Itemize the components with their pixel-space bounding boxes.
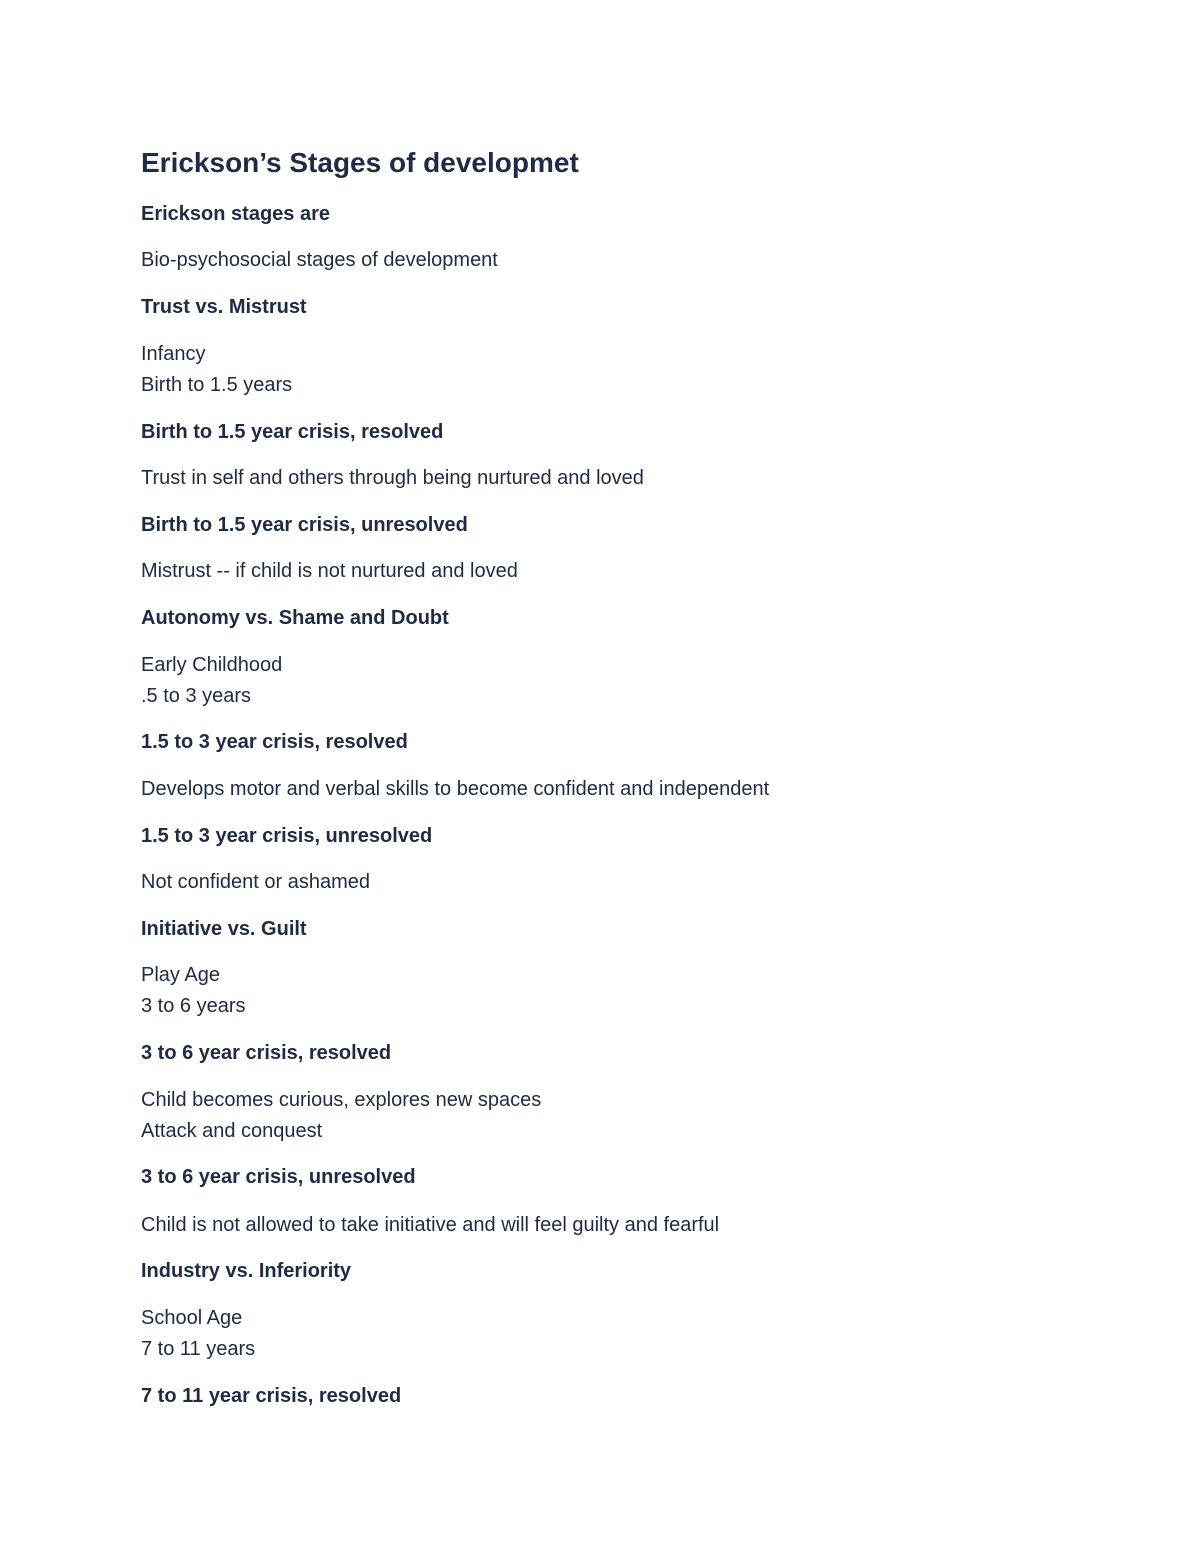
line-22: 3 to 6 year crisis, unresolved — [141, 1166, 416, 1188]
line-19: 3 to 6 year crisis, resolved — [141, 1042, 392, 1064]
line-6: Trust in self and others through being nurtured and loved — [141, 467, 644, 489]
page-title: Erickson’s Stages of developmet — [141, 147, 579, 178]
line-23: Child is not allowed to take initiative and will feel guilty and fearful — [141, 1214, 720, 1236]
line-5: Birth to 1.5 year crisis, resolved — [141, 421, 444, 443]
line-11: .5 to 3 years — [141, 685, 252, 707]
line-4: Birth to 1.5 years — [141, 374, 293, 396]
line-8: Mistrust -- if child is not nurtured and loved — [141, 560, 518, 582]
line-9: Autonomy vs. Shame and Doubt — [141, 607, 449, 629]
line-27: 7 to 11 year crisis, resolved — [141, 1385, 402, 1407]
line-1: Bio-psychosocial stages of development — [141, 249, 498, 271]
line-10: Early Childhood — [141, 654, 283, 676]
line-2: Trust vs. Mistrust — [141, 296, 307, 318]
line-12: 1.5 to 3 year crisis, resolved — [141, 731, 408, 753]
line-25: School Age — [141, 1307, 243, 1329]
line-26: 7 to 11 years — [141, 1338, 256, 1360]
line-15: Not confident or ashamed — [141, 871, 371, 893]
line-0: Erickson stages are — [141, 203, 330, 225]
line-17: Play Age — [141, 964, 220, 986]
line-7: Birth to 1.5 year crisis, unresolved — [141, 514, 468, 536]
line-14: 1.5 to 3 year crisis, unresolved — [141, 825, 433, 847]
line-16: Initiative vs. Guilt — [141, 918, 307, 940]
line-21: Attack and conquest — [141, 1120, 323, 1142]
line-24: Industry vs. Inferiority — [141, 1260, 352, 1282]
line-18: 3 to 6 years — [141, 995, 246, 1017]
line-3: Infancy — [141, 343, 206, 365]
line-13: Develops motor and verbal skills to become confident and independent — [141, 778, 770, 800]
line-20: Child becomes curious, explores new spaces — [141, 1089, 542, 1111]
